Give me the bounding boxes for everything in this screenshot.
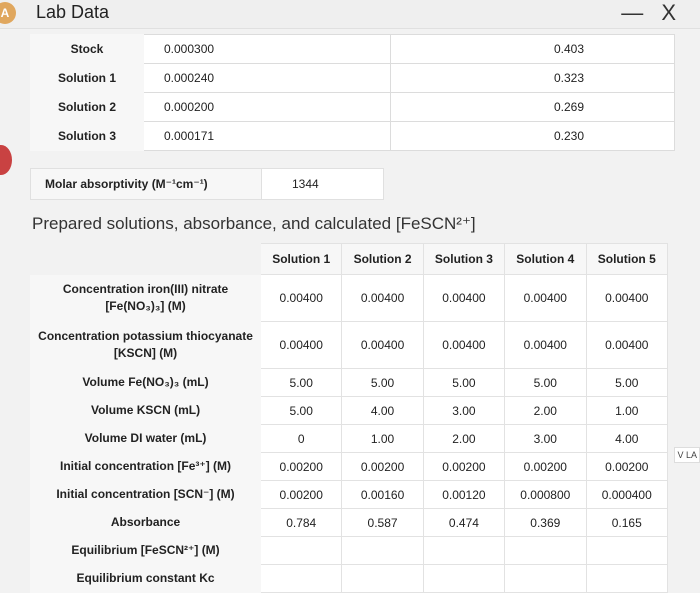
table-cell[interactable]: 0.00400 — [261, 322, 342, 369]
molar-absorptivity-input[interactable]: 1344 — [261, 169, 383, 199]
column-header: Solution 3 — [423, 244, 504, 275]
solutions-table — [30, 243, 668, 593]
calibration-concentration-cell[interactable]: 0.000300 — [144, 35, 391, 64]
calibration-concentration-cell[interactable]: 0.000200 — [144, 93, 391, 122]
table-cell[interactable]: 2.00 — [505, 397, 586, 425]
column-header: Solution 1 — [261, 244, 342, 275]
table-row — [31, 322, 668, 369]
table-cell[interactable]: 0.00400 — [342, 275, 423, 322]
row-label: Volume KSCN (mL) — [31, 397, 261, 425]
table-cell[interactable]: 0.00400 — [423, 275, 504, 322]
table-cell[interactable]: 0.00400 — [505, 275, 586, 322]
table-row — [31, 565, 668, 593]
column-header: Solution 2 — [342, 244, 423, 275]
calibration-absorbance-cell[interactable]: 0.269 — [391, 93, 675, 122]
app-icon: A — [0, 2, 16, 24]
row-label: Absorbance — [31, 509, 261, 537]
table-cell[interactable]: 0.587 — [342, 509, 423, 537]
table-cell[interactable]: 0.00400 — [423, 322, 504, 369]
table-cell[interactable]: 0.474 — [423, 509, 504, 537]
table-row — [31, 453, 668, 481]
section-heading: Prepared solutions, absorbance, and calculated [FeSCN²⁺] — [32, 214, 476, 233]
calibration-concentration-cell[interactable]: 0.000240 — [144, 64, 391, 93]
calibration-label: Solution 1 — [31, 64, 144, 93]
table-cell[interactable] — [261, 565, 342, 593]
calibration-row — [31, 64, 675, 93]
calibration-table — [30, 34, 675, 151]
table-cell[interactable]: 0.000400 — [586, 481, 667, 509]
table-row — [31, 481, 668, 509]
decorative-blob — [0, 145, 12, 175]
table-row — [31, 275, 668, 322]
row-label: Initial concentration [Fe³⁺] (M) — [31, 453, 261, 481]
calibration-label: Stock — [31, 35, 144, 64]
side-note: V LA — [674, 447, 700, 463]
window-controls — [621, 0, 682, 26]
header-blank — [31, 244, 261, 275]
table-cell[interactable]: 0.00400 — [261, 275, 342, 322]
calibration-row — [31, 35, 675, 64]
window-title: Lab Data — [36, 2, 110, 22]
table-cell[interactable] — [423, 565, 504, 593]
row-label: Equilibrium constant Kc — [31, 565, 261, 593]
calibration-row — [31, 93, 675, 122]
calibration-label: Solution 2 — [31, 93, 144, 122]
table-cell[interactable]: 0.00400 — [342, 322, 423, 369]
table-cell[interactable] — [423, 537, 504, 565]
row-label: Concentration potassium thiocyanate [KSCN] (M) — [31, 322, 261, 369]
table-cell[interactable]: 3.00 — [505, 425, 586, 453]
table-cell[interactable]: 0.00200 — [505, 453, 586, 481]
row-label: Initial concentration [SCN⁻] (M) — [31, 481, 261, 509]
table-cell[interactable]: 0.00200 — [423, 453, 504, 481]
table-cell[interactable]: 5.00 — [505, 369, 586, 397]
table-row — [31, 369, 668, 397]
table-row — [31, 537, 668, 565]
table-cell[interactable]: 0.00160 — [342, 481, 423, 509]
table-cell[interactable] — [505, 537, 586, 565]
table-cell[interactable]: 3.00 — [423, 397, 504, 425]
row-label: Volume Fe(NO₃)₃ (mL) — [31, 369, 261, 397]
table-row — [31, 509, 668, 537]
table-cell[interactable]: 0.00400 — [505, 322, 586, 369]
table-cell[interactable]: 0.00400 — [586, 275, 667, 322]
row-label: Volume DI water (mL) — [31, 425, 261, 453]
column-header: Solution 4 — [505, 244, 586, 275]
calibration-label: Solution 3 — [31, 122, 144, 151]
table-cell[interactable]: 0.00200 — [261, 481, 342, 509]
close-button[interactable]: X — [661, 0, 682, 25]
table-cell[interactable]: 5.00 — [586, 369, 667, 397]
table-cell[interactable]: 5.00 — [261, 369, 342, 397]
table-cell[interactable]: 5.00 — [342, 369, 423, 397]
table-cell[interactable]: 0.165 — [586, 509, 667, 537]
table-cell[interactable] — [586, 565, 667, 593]
calibration-row — [31, 122, 675, 151]
row-label: Equilibrium [FeSCN²⁺] (M) — [31, 537, 261, 565]
table-cell[interactable]: 0.00400 — [586, 322, 667, 369]
title-bar — [0, 0, 700, 29]
table-cell[interactable]: 1.00 — [586, 397, 667, 425]
table-cell[interactable]: 0.00200 — [586, 453, 667, 481]
molar-absorptivity-row — [30, 168, 384, 200]
table-cell[interactable] — [505, 565, 586, 593]
table-cell[interactable]: 0.00120 — [423, 481, 504, 509]
table-cell[interactable] — [586, 537, 667, 565]
molar-absorptivity-label: Molar absorptivity (M⁻¹cm⁻¹) — [45, 177, 208, 191]
table-row — [31, 425, 668, 453]
calibration-concentration-cell[interactable]: 0.000171 — [144, 122, 391, 151]
table-cell[interactable]: 0.00200 — [261, 453, 342, 481]
table-row — [31, 397, 668, 425]
table-cell[interactable] — [342, 565, 423, 593]
table-cell[interactable]: 0.369 — [505, 509, 586, 537]
calibration-absorbance-cell[interactable]: 0.323 — [391, 64, 675, 93]
table-cell[interactable] — [261, 537, 342, 565]
row-label: Concentration iron(III) nitrate [Fe(NO₃)₃] (M) — [31, 275, 261, 322]
table-cell[interactable]: 4.00 — [342, 397, 423, 425]
table-cell[interactable]: 1.00 — [342, 425, 423, 453]
column-header: Solution 5 — [586, 244, 667, 275]
table-cell[interactable]: 5.00 — [261, 397, 342, 425]
table-cell[interactable]: 2.00 — [423, 425, 504, 453]
calibration-absorbance-cell[interactable]: 0.230 — [391, 122, 675, 151]
table-cell[interactable]: 0.000800 — [505, 481, 586, 509]
table-cell[interactable]: 0 — [261, 425, 342, 453]
table-cell[interactable]: 0.00200 — [342, 453, 423, 481]
table-cell[interactable]: 0.784 — [261, 509, 342, 537]
table-cell[interactable]: 4.00 — [586, 425, 667, 453]
table-cell[interactable] — [342, 537, 423, 565]
minimize-button[interactable]: — — [621, 0, 650, 25]
table-cell[interactable]: 5.00 — [423, 369, 504, 397]
calibration-absorbance-cell[interactable]: 0.403 — [391, 35, 675, 64]
